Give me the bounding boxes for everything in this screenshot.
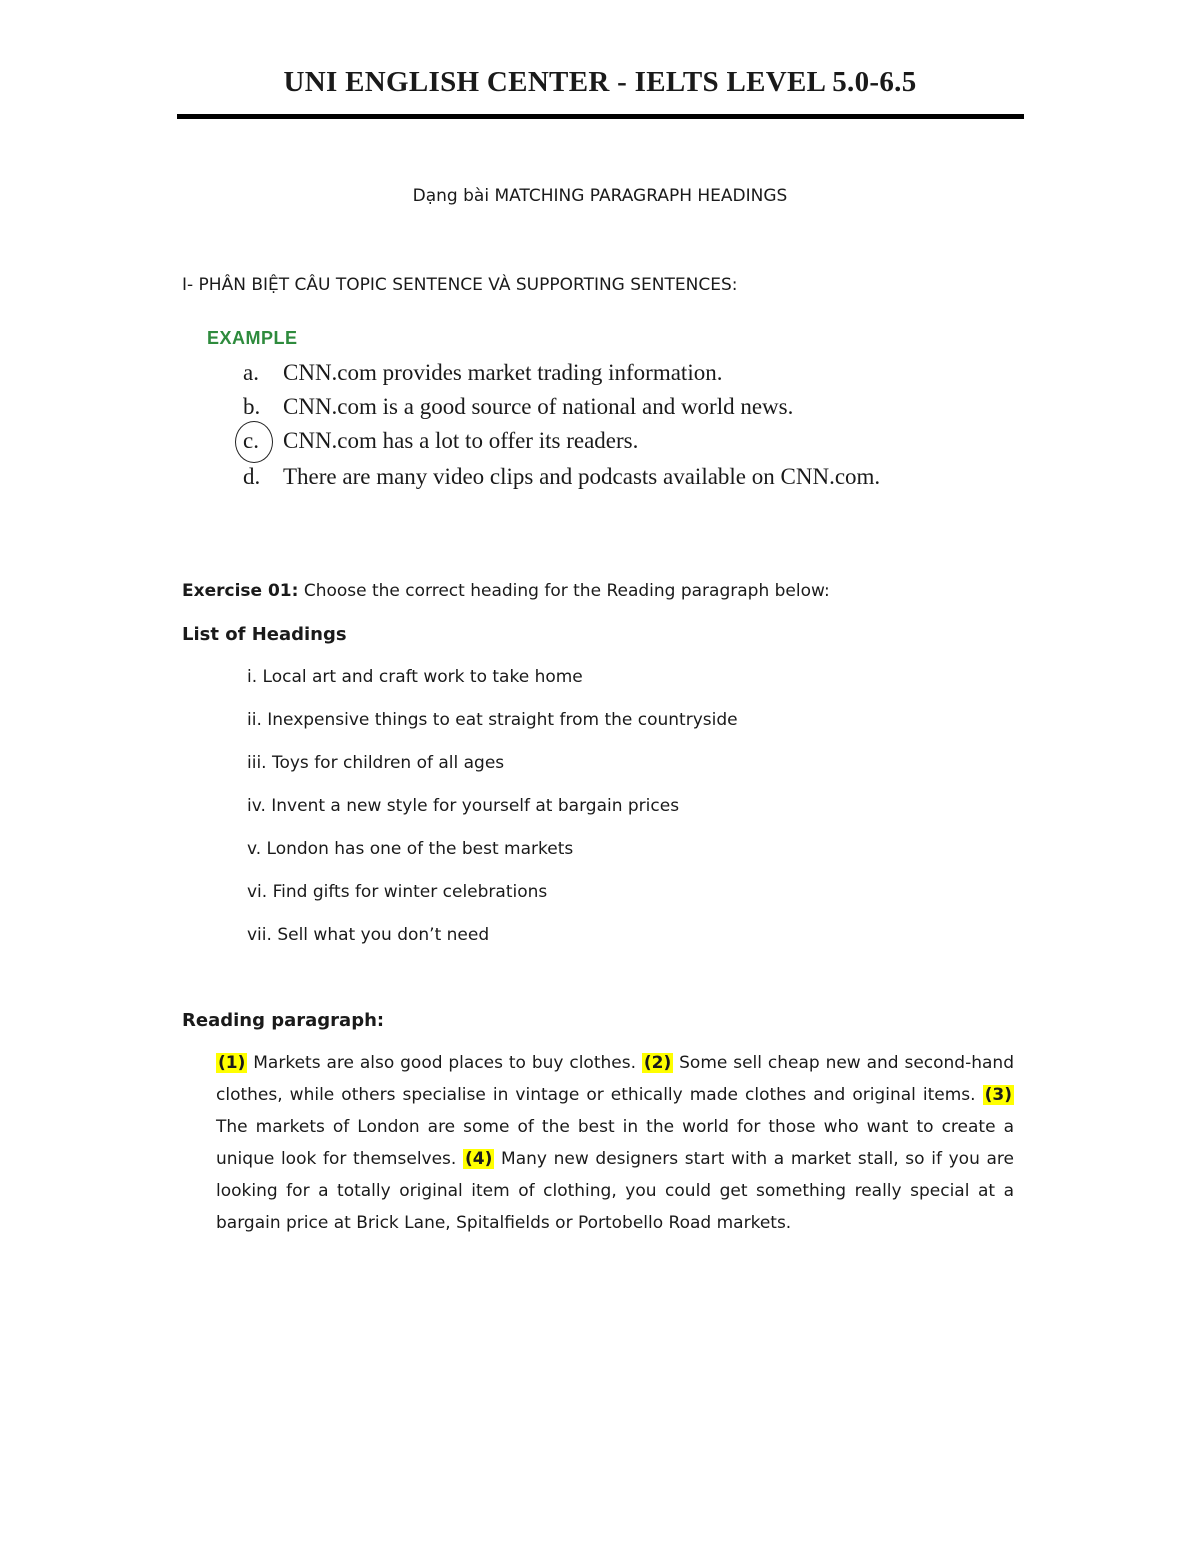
sentence-text: The markets of London are some of the best in the world for those who want to create a unique look for themselves. [216,1117,1014,1169]
sentence-marker: (1) [218,1053,246,1073]
heading-item: v. London has one of the best markets [247,839,574,859]
exercise-text: Choose the correct heading for the Reading paragraph below: [298,581,830,601]
example-label: EXAMPLE [207,328,298,348]
example-item [243,394,793,420]
example-item-text: There are many video clips and podcasts available on CNN.com. [283,464,881,489]
heading-item: ii. Inexpensive things to eat straight from the countryside [247,710,738,730]
example-item [243,360,722,386]
example-item-text: CNN.com has a lot to offer its readers. [283,428,639,453]
reading-paragraph [216,1047,1014,1239]
sentence-text: Markets are also good places to buy clothes. [247,1053,642,1073]
page-title: UNI ENGLISH CENTER - IELTS LEVEL 5.0-6.5 [283,66,917,98]
section-heading: I- PHÂN BIỆT CÂU TOPIC SENTENCE VÀ SUPPORTING SENTENCES: [182,275,738,295]
headings-list-title: List of Headings [182,624,347,645]
sentence-marker: (4) [464,1149,493,1169]
example-item-letter: c. [243,428,259,453]
exercise-instruction [182,581,830,601]
reading-title: Reading paragraph: [182,1010,385,1031]
page-subtitle: Dạng bài MATCHING PARAGRAPH HEADINGS [412,186,788,206]
example-item-letter: a. [243,360,259,385]
title-rule [177,114,1024,119]
heading-item: iii. Toys for children of all ages [247,753,505,773]
sentence-marker: (2) [643,1053,672,1073]
example-item-letter: b. [243,394,261,419]
example-block [205,326,985,506]
example-item-text: CNN.com is a good source of national and world news. [283,394,794,419]
sentence-marker: (3) [984,1085,1012,1105]
sentence-text: Some sell cheap new and second-hand clothes, while others specialise in vintage or ethically made clothes and original items. [216,1053,1014,1105]
sentence-text: Many new designers start with a market stall, so if you are looking for a totally original item of clothing, you could get something really special at a bargain price at Brick Lane, Spitalfields or Portobello Road markets. [216,1149,1014,1233]
example-item-text: CNN.com provides market trading information. [283,360,723,385]
example-item [243,428,638,454]
heading-item: i. Local art and craft work to take home [247,667,583,687]
exercise-label: Exercise 01: [182,581,299,601]
heading-item: vii. Sell what you don’t need [247,925,490,945]
example-item [243,464,880,490]
heading-item: vi. Find gifts for winter celebrations [247,882,548,902]
heading-item: iv. Invent a new style for yourself at bargain prices [247,796,680,816]
example-item-letter: d. [243,464,261,489]
